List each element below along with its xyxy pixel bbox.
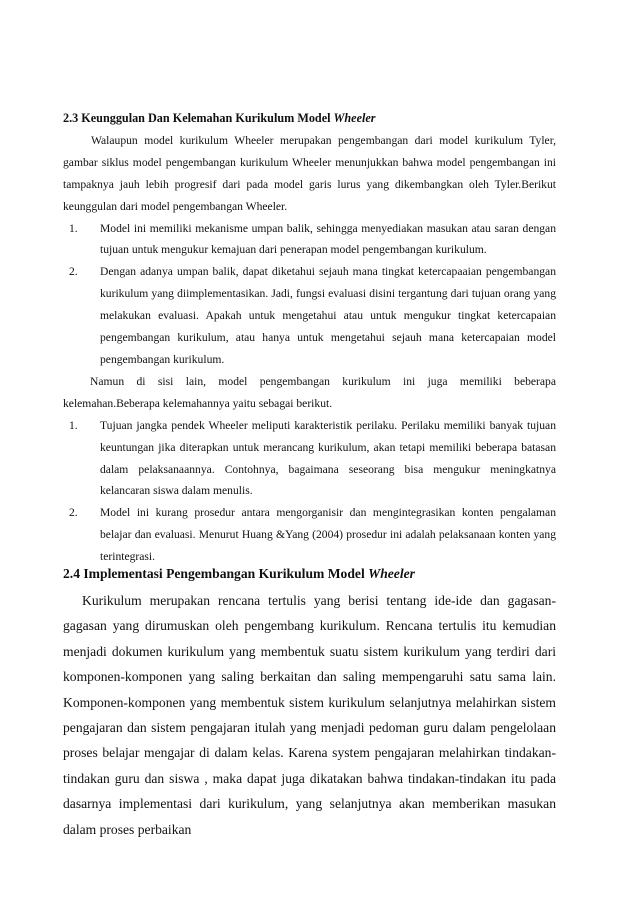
list-item: 1. Tujuan jangka pendek Wheeler meliputi karakteristik perilaku. Perilaku memiliki banyak tujuan keuntungan jika diterapkan untuk merancang kurikulum, akan tetapi memiliki beberapa batasan dalam pelaksanaannya. Contohnya, bagaimana seseorang bisa mengukur meningkatnya kelancaran siswa dalam menulis. — [69, 418, 556, 498]
section-keunggulan-kelemahan — [63, 108, 556, 568]
section-implementasi — [63, 563, 556, 842]
list-item: 2. Dengan adanya umpan balik, dapat diketahui sejauh mana tingkat ketercapaaian pengembangan kurikulum yang diimplementasikan. Jadi, fungsi evaluasi disini tergantung dari tujuan orang yang melakukan evaluasi. Apakah untuk mengetahui atau untuk mengukur tingkat ketercapaian pengembangan kurikulum, atau hanya untuk mengetahui sejauh mana ketercapaian model pengembangan kurikulum. — [69, 265, 556, 366]
section-heading: 2.4 Implementasi Pengembangan Kurikulum Model Wheeler — [63, 566, 415, 581]
transition-paragraph: Namun di sisi lain, model pengembangan kurikulum ini juga memiliki beberapa kelemahan.Beberapa kelemahannya yaitu sebagai berikut. — [63, 374, 556, 410]
disadvantages-list — [63, 415, 556, 568]
body-paragraph: Kurikulum merupakan rencana tertulis yang berisi tentang ide-ide dan gagasan-gagasan yang dirumuskan oleh pengembang kurikulum. Rencana tertulis itu kemudian menjadi dokumen kurikulum yang membentuk suatu sistem kurikulum yang terdiri dari komponen-komponen yang saling berkaitan dan saling mempengaruhi satu sama lain. Komponen-komponen yang membentuk sistem kurikulum selanjutnya melahirkan sistem pengajaran dan sistem pengajaran itulah yang menjadi pedoman guru dalam pengelolaan proses belajar mengajar di dalam kelas. Karena system pengajaran melahirkan tindakan-tindakan guru dan siswa , maka dapat juga dikatakan bahwa tindakan-tindakan itu pada dasarnya implementasi dari kurikulum, yang selanjutnya akan memberikan masukan dalam proses perbaikan — [63, 593, 556, 837]
section-heading: 2.3 Keunggulan Dan Kelemahan Kurikulum Model Wheeler — [63, 111, 376, 125]
list-item: 1. Model ini memiliki mekanisme umpan balik, sehingga menyediakan masukan atau saran dengan tujuan untuk mengukur kemajuan dari penerapan model pengembangan kurikulum. — [69, 221, 556, 257]
intro-paragraph: Walaupun model kurikulum Wheeler merupakan pengembangan dari model kurikulum Tyler, gambar siklus model pengembangan kurikulum Wheeler menunjukkan bahwa model pengembangan ini tampaknya jauh lebih progresif dari pada model garis lurus yang dikembangkan oleh Tyler.Berikut keunggulan dari model pengembangan Wheeler. — [63, 133, 556, 213]
advantages-list — [63, 218, 556, 371]
list-item: 2. Model ini kurang prosedur antara mengorganisir dan mengintegrasikan konten pengalaman belajar dan evaluasi. Menurut Huang &Yang (2004) prosedur ini adalah pelaksanaan konten yang terintegrasi. — [69, 506, 556, 564]
